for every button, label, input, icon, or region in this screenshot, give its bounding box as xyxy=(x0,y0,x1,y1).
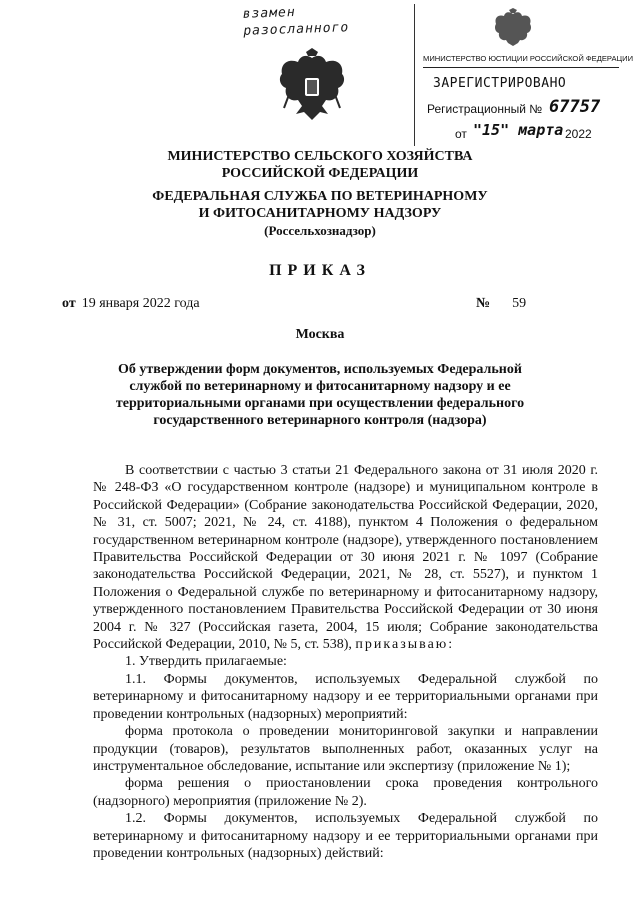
double-headed-eagle-emblem-icon xyxy=(276,48,348,128)
ministry-line-1: МИНИСТЕРСТВО СЕЛЬСКОГО ХОЗЯЙСТВА xyxy=(167,149,473,164)
stamp-date-label: от xyxy=(455,127,467,141)
handwritten-note xyxy=(242,2,349,40)
stamp-reg-number-value: 67757 xyxy=(549,97,601,117)
body-intro-text: В соответствии с частью 3 статьи 21 Федерального закона от 31 июля 2020 г. № 248-ФЗ «О государственном контроле (надзоре) и муниципальном контроле в Российской Федерации» (Собрание законодательства Российской Федерации, 2020, № 31, ст. 5007; 2021, № 24, ст. 4188), пунктом 4 Положения о федеральном государственном ветеринарном контроле (надзоре), утвержденного постановлением Правительства Российской Федерации от 30 июня 2021 г. № 1097 (Собрание законодательства Российской Федерации, 2021, № 28, ст. 5527), и пунктом 1 Положения о Федеральной службе по ветеринарному и фитосанитарному надзору, утвержденного постановлением Правительства Российской Федерации от 30 июня 2004 г. № 327 (Российская газета, 2004, 15 июля; Собрание законодательства Российской Федерации, 2010, № 5, ст. 538), xyxy=(93,463,598,653)
body-item-1: 1. Утвердить прилагаемые: xyxy=(125,654,287,670)
body-item-1-2: 1.2. Формы документов, используемых Федеральной службой по ветеринарному и фитосанитарному надзору и ее территориальными органами при проведении контрольных (надзорных) действий: xyxy=(93,811,598,861)
order-title: ПРИКАЗ xyxy=(269,262,371,279)
body-order-word: приказываю: xyxy=(355,637,455,653)
service-line-2: И ФИТОСАНИТАРНОМУ НАДЗОРУ xyxy=(198,206,442,221)
registration-stamp xyxy=(414,4,634,146)
order-date-prefix: от xyxy=(62,296,76,311)
body-item-1-1-a: форма протокола о проведении мониторинговой закупки и направлении продукции (товаров), результатов выполненных работ, оказанных услуг на инструментальное обследование, испытание или экспертизу (приложение № 1); xyxy=(93,724,598,774)
order-number-value: 59 xyxy=(512,296,527,311)
stamp-ministry: МИНИСТЕРСТВО ЮСТИЦИИ РОССИЙСКОЙ ФЕДЕРАЦИИ xyxy=(423,54,634,63)
stamp-divider xyxy=(423,67,619,68)
body-intro xyxy=(93,462,598,653)
order-number xyxy=(476,296,526,312)
ministry-heading xyxy=(0,148,640,182)
order-number-sign: № xyxy=(476,296,491,311)
service-line-1: ФЕДЕРАЛЬНАЯ СЛУЖБА ПО ВЕТЕРИНАРНОМУ xyxy=(152,189,488,204)
stamp-emblem-icon xyxy=(493,8,533,46)
order-subject: Об утверждении форм документов, используемых Федеральной службой по ветеринарному и фитосанитарному надзору и ее территориальными органами при осуществлении федерального государственного ветеринарного контроля (надзора) xyxy=(115,362,525,428)
service-abbreviation: (Россельхознадзор) xyxy=(264,223,376,238)
order-date-value: 19 января 2022 года xyxy=(81,296,200,311)
service-heading xyxy=(0,188,640,239)
body-item-1-1: 1.1. Формы документов, используемых Федеральной службой по ветеринарному и фитосанитарному надзору и ее территориальными органами при проведении контрольных (надзорных) мероприятий: xyxy=(93,671,598,722)
stamp-date-year: 2022 xyxy=(565,127,592,141)
stamp-registered: ЗАРЕГИСТРИРОВАНО xyxy=(433,76,567,91)
ministry-line-2: РОССИЙСКОЙ ФЕДЕРАЦИИ xyxy=(221,166,419,181)
stamp-date-value: "15" марта xyxy=(473,121,564,139)
stamp-reg-number-label: Регистрационный № xyxy=(427,102,543,116)
body-item-1-1-b: форма решения о приостановлении срока проведения контрольного (надзорного) мероприятия (приложение № 2). xyxy=(93,776,598,809)
order-city: Москва xyxy=(295,327,345,342)
order-body xyxy=(93,462,598,862)
handwritten-line-1: взамен xyxy=(242,5,296,22)
order-date xyxy=(62,296,200,312)
handwritten-line-2: разосланного xyxy=(243,20,350,39)
